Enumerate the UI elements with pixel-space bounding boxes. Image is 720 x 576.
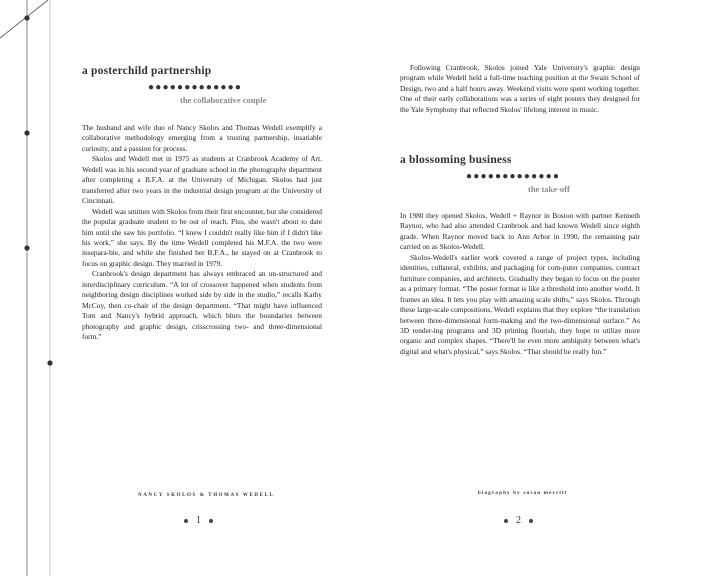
margin-dot	[24, 15, 29, 20]
body-text	[400, 63, 640, 115]
page-number-value: 1	[196, 515, 201, 526]
margin-dot	[24, 245, 29, 250]
bullet-icon	[184, 519, 188, 523]
paragraph: Wedell was smitten with Skolos from their first encounter, but she considered the popular graduate student to be out of reach. Plus, she wasn't about to date him until she saw his portfolio. “I knew I couldn't really like him if I didn't like his work,” she says. By the time Wedell completed his M.F.A. the two were insepara-ble, and while she finished her B.F.A., he stayed on at Cranbrook to focus on graphic design. They married in 1979.	[82, 206, 322, 268]
section-subhead: the collaborative couple	[180, 95, 267, 105]
bullet-icon	[504, 519, 508, 523]
margin-dot	[47, 360, 52, 365]
dot-ornament: ●●●●●●●●●●●●●	[466, 171, 561, 182]
running-footer: NANCY SKOLOS & THOMAS WEDELL	[138, 493, 275, 498]
bullet-icon	[529, 519, 533, 523]
paragraph: Following Cranbrook, Skolos joined Yale University's graphic design program while Wedell held a full-time teaching position at the Swain School of Design, two and a half hours away. Weekend visits were spent working together. One of their early collaborations was a series of eight posters they designed for the Yale Symphony that reflected Skolos' lifelong interest in music.	[400, 63, 640, 114]
paragraph: Skolos and Wedell met in 1975 as students at Cranbrook Academy of Art. Wedell was in his second year of graduate school in the photography department after completing a B.F.A. at the University of Michigan. Skolos had just transferred after two years in the industrial design program at the University of Cincinnati.	[82, 154, 322, 206]
page-number-value: 2	[516, 515, 521, 526]
running-footer: biography by susan merritt	[478, 491, 568, 496]
section-heading: a posterchild partnership	[82, 65, 212, 77]
margin-dot	[24, 130, 29, 135]
body-text	[400, 211, 640, 357]
page-number	[176, 515, 221, 526]
section-heading: a blossoming business	[400, 154, 512, 166]
bullet-icon	[209, 519, 213, 523]
paragraph: Cranbrook's design department has always embraced an un-structured and interdisciplinary curriculum. “A lot of crossover happened when students from neighboring design disciplines worked side by side in the studio,” recalls Kathy McCoy, then co-chair of the design department. “That might have influenced Tom and Nancy's hybrid approach, which blurs the boundaries between photography and graphic design, crisscrossing two- and three-dimensional form.”	[82, 269, 322, 342]
paragraph: Skolos-Wedell's earlier work covered a range of project types, including identities, collateral, exhibits, and packaging for com-puter companies, contract furniture companies, and architects. Gradually they began to focus on the poster as a primary format. “The poster format is like a threshold into another world. It frames an idea. It lets you play with amazing scale shifts,” says Skolos. Through these large-scale compositions, Wedell explains that they explore “the translation between three-dimensional form-making and the two-dimensional surface.” As 3D render-ing programs and 3D printing flourish, they hope to utilize more organic and complex shapes. “There'll be even more ambiguity between what's digital and what's physical,” says Skolos. “That should be really fun.”	[400, 252, 640, 356]
paragraph: In 1980 they opened Skolos, Wedell + Raynor in Boston with partner Kenneth Raynor, who had also attended Cranbrook and had known Wedell since eighth grade. When Raynor moved back to Ann Arbor in 1990, the remaining pair carried on as Skolos-Wedell.	[400, 211, 640, 252]
page-number	[496, 515, 541, 526]
section-subhead: the take-off	[528, 184, 570, 194]
paragraph: The husband and wife duo of Nancy Skolos and Thomas Wedell exemplify a collaborative methodology emerging from a trusting partnership, insatiable curiosity, and a passion for process.	[82, 123, 322, 153]
dot-ornament: ●●●●●●●●●●●●●	[148, 82, 243, 93]
body-text	[82, 123, 322, 343]
diagonal-rule	[0, 0, 48, 38]
